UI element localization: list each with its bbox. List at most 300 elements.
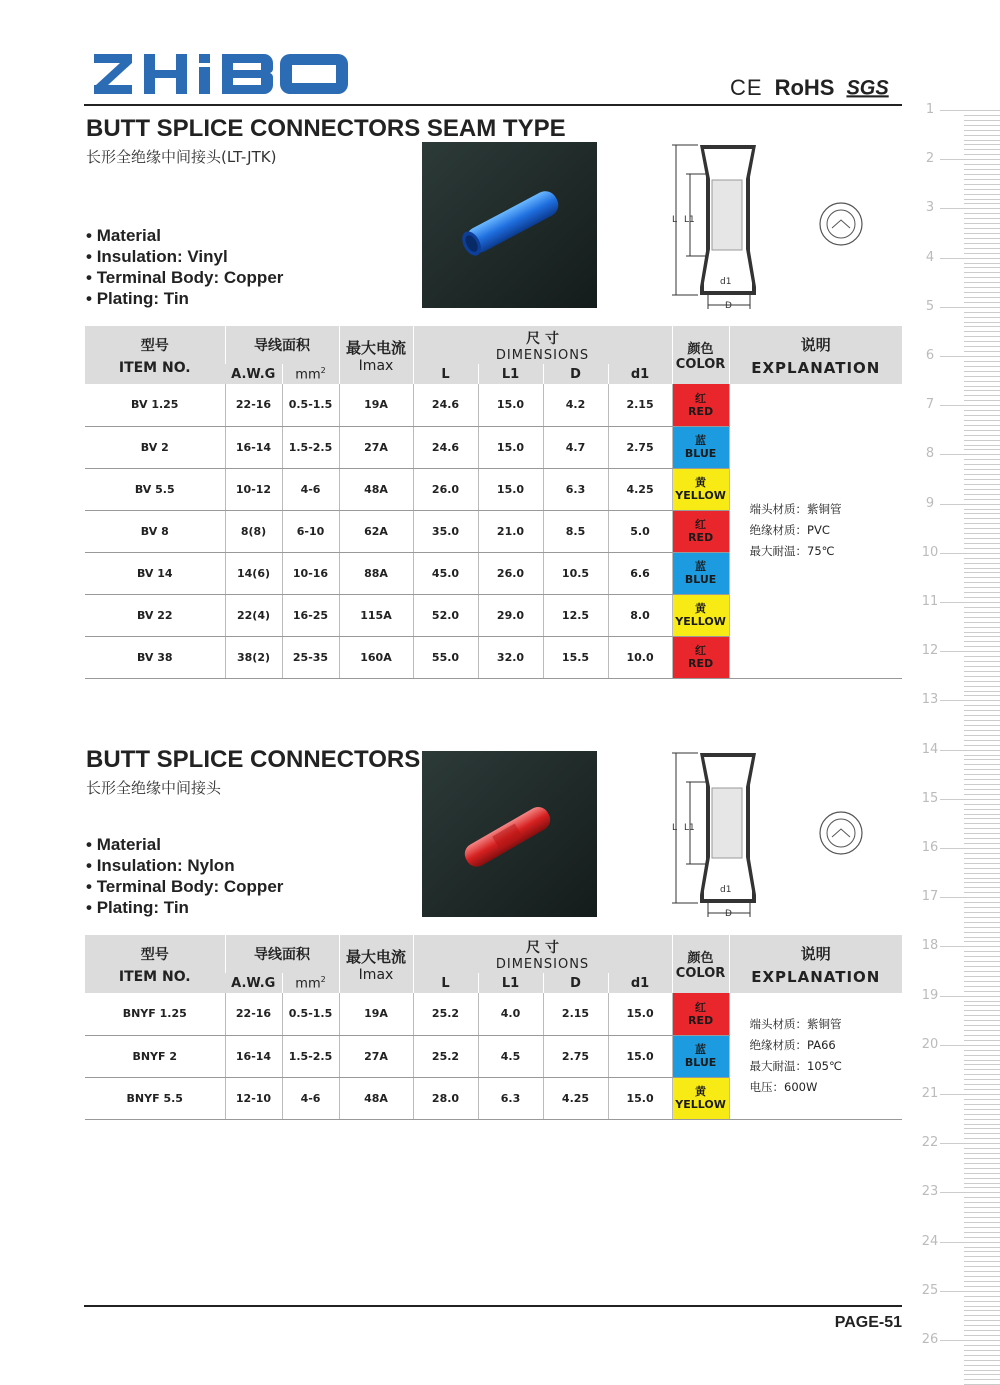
cell-l1: 26.0: [478, 552, 543, 594]
cell-l1: 29.0: [478, 594, 543, 636]
ruler-tick: [964, 1183, 1000, 1184]
cell-d1: 5.0: [608, 510, 672, 552]
ruler-tick: [964, 435, 1000, 436]
ruler-tick: [964, 853, 1000, 854]
ruler-tick: [964, 297, 1000, 298]
ruler-tick: [964, 612, 1000, 613]
cell-mm: 1.5-2.5: [282, 426, 339, 468]
ruler-tick: [964, 1286, 1000, 1287]
ruler-tick: [964, 1128, 1000, 1129]
cell-d1: 2.75: [608, 426, 672, 468]
ruler-tick: [964, 882, 1000, 883]
product-photo-red: [422, 751, 597, 917]
ruler-number: 16: [921, 840, 939, 855]
ce-mark: CE: [730, 75, 763, 100]
col-item-header: 型号 ITEM NO.: [85, 326, 225, 384]
dim-label-d1: d1: [720, 277, 732, 287]
color-swatch: 蓝 BLUE: [672, 426, 729, 468]
ruler-number: 20: [921, 1036, 939, 1052]
color-swatch: 蓝 BLUE: [672, 1035, 729, 1077]
ruler-tick: [964, 272, 1000, 273]
col-dimensions-header: 尺 寸 DIMENSIONS: [413, 326, 672, 364]
ruler-tick: [964, 1365, 1000, 1366]
cell-mm: 25-35: [282, 636, 339, 678]
ruler-number: 4: [925, 249, 935, 265]
ruler-tick: [940, 946, 1000, 947]
ruler-tick: [964, 1335, 1000, 1336]
ruler-tick: [964, 322, 1000, 323]
ruler-tick: [964, 843, 1000, 844]
ruler-tick: [964, 253, 1000, 254]
explanation-cell: [729, 993, 902, 1119]
ruler-tick: [964, 1168, 1000, 1169]
ruler-tick: [964, 1301, 1000, 1302]
ruler-tick: [964, 1084, 1000, 1085]
ruler-tick: [964, 135, 1000, 136]
cell-awg: 22(4): [225, 594, 282, 636]
ruler-tick: [964, 632, 1000, 633]
explanation-line: 绝缘材质：PVC: [749, 523, 830, 538]
ruler-tick: [940, 602, 1000, 603]
cell-item: BV 38: [85, 636, 225, 678]
cell-d1: 6.6: [608, 552, 672, 594]
explanation-line: 最大耐温：105℃: [749, 1058, 842, 1073]
cell-imax: 62A: [339, 510, 413, 552]
ruler-tick: [964, 341, 1000, 342]
ruler-tick: [964, 1202, 1000, 1203]
color-swatch: 蓝 BLUE: [672, 552, 729, 594]
ruler-tick: [964, 833, 1000, 834]
ruler-tick: [964, 410, 1000, 411]
ruler-tick: [940, 750, 1000, 751]
ruler-tick: [964, 120, 1000, 121]
cell-l: 35.0: [413, 510, 478, 552]
ruler-tick: [964, 430, 1000, 431]
ruler-tick: [964, 1089, 1000, 1090]
ruler-tick: [964, 415, 1000, 416]
ruler-number: 10: [921, 544, 939, 560]
ruler-tick: [964, 814, 1000, 815]
cell-l1: 21.0: [478, 510, 543, 552]
ruler-tick: [964, 1379, 1000, 1380]
ruler-tick: [940, 1192, 1000, 1193]
ruler-tick: [964, 774, 1000, 775]
cell-imax: 19A: [339, 384, 413, 426]
ruler-tick: [964, 248, 1000, 249]
ruler-tick: [964, 1247, 1000, 1248]
explanation-cell: [729, 384, 902, 678]
cell-d: 8.5: [543, 510, 608, 552]
ruler-tick: [964, 130, 1000, 131]
ruler-tick: [964, 759, 1000, 760]
cell-mm: 0.5-1.5: [282, 993, 339, 1035]
cell-mm: 4-6: [282, 1077, 339, 1119]
cell-item: BV 1.25: [85, 384, 225, 426]
ruler-tick: [964, 445, 1000, 446]
cell-mm: 0.5-1.5: [282, 384, 339, 426]
ruler-tick: [964, 282, 1000, 283]
ruler-tick: [964, 695, 1000, 696]
cell-imax: 27A: [339, 426, 413, 468]
cell-mm: 4-6: [282, 468, 339, 510]
ruler-tick: [940, 1291, 1000, 1292]
ruler-tick: [964, 361, 1000, 362]
ruler-tick: [964, 878, 1000, 879]
ruler-tick: [964, 149, 1000, 150]
ruler-tick: [964, 922, 1000, 923]
ruler-tick: [964, 499, 1000, 500]
ruler-tick: [964, 548, 1000, 549]
cell-l1: 15.0: [478, 384, 543, 426]
ruler-tick: [940, 405, 1000, 406]
ruler-tick: [964, 1109, 1000, 1110]
cell-imax: 48A: [339, 1077, 413, 1119]
explanation-line: 绝缘材质：PA66: [749, 1037, 836, 1052]
end-view-icon: [818, 201, 864, 247]
section1-title: BUTT SPLICE CONNECTORS SEAM TYPE: [86, 115, 566, 142]
ruler-tick: [964, 238, 1000, 239]
ruler-number: 23: [921, 1184, 939, 1200]
ruler-tick: [964, 420, 1000, 421]
ruler-tick: [964, 1355, 1000, 1356]
dim-label-L1: L1: [684, 215, 695, 225]
ruler-tick: [964, 1296, 1000, 1297]
ruler-tick: [964, 331, 1000, 332]
cell-imax: 27A: [339, 1035, 413, 1077]
ruler-tick: [964, 755, 1000, 756]
ruler-tick: [940, 307, 1000, 308]
col-explanation-header: 说明 EXPLANATION: [729, 935, 902, 993]
ruler-tick: [964, 868, 1000, 869]
ruler-tick: [964, 769, 1000, 770]
ruler-tick: [964, 622, 1000, 623]
cell-mm: 1.5-2.5: [282, 1035, 339, 1077]
ruler-tick: [964, 184, 1000, 185]
cell-awg: 14(6): [225, 552, 282, 594]
section2-subtitle: 长形全绝缘中间接头: [86, 779, 222, 797]
cell-l1: 4.5: [478, 1035, 543, 1077]
dim-label-D: D: [725, 909, 732, 919]
ruler-tick: [964, 671, 1000, 672]
ruler-tick: [964, 572, 1000, 573]
ruler-tick: [964, 1158, 1000, 1159]
ruler-tick: [964, 336, 1000, 337]
bullet-item: • Plating: Tin: [86, 897, 283, 918]
ruler-tick: [940, 1242, 1000, 1243]
table-row: [85, 993, 902, 1035]
ruler-tick: [964, 1271, 1000, 1272]
cell-d: 12.5: [543, 594, 608, 636]
ruler-tick: [940, 454, 1000, 455]
ruler-number: 22: [921, 1135, 939, 1151]
ruler-tick: [964, 533, 1000, 534]
bullet-item: • Material: [86, 225, 283, 246]
ruler-tick: [964, 991, 1000, 992]
ruler-tick: [964, 1306, 1000, 1307]
ruler-tick: [964, 513, 1000, 514]
ruler-number: 5: [925, 298, 935, 314]
ruler-number: 18: [921, 938, 939, 954]
col-L-header: L: [413, 973, 478, 993]
ruler-tick: [964, 243, 1000, 244]
ruler-tick: [964, 1237, 1000, 1238]
col-D-header: D: [543, 364, 608, 384]
cell-d1: 10.0: [608, 636, 672, 678]
ruler-tick: [964, 543, 1000, 544]
ruler-tick: [964, 277, 1000, 278]
ruler-tick: [964, 1010, 1000, 1011]
cell-d1: 15.0: [608, 993, 672, 1035]
ruler-tick: [964, 1133, 1000, 1134]
cell-awg: 10-12: [225, 468, 282, 510]
cell-d: 2.15: [543, 993, 608, 1035]
ruler-tick: [964, 523, 1000, 524]
ruler-tick: [964, 1104, 1000, 1105]
ruler-tick: [964, 892, 1000, 893]
ruler-tick: [964, 1025, 1000, 1026]
ruler-tick: [964, 937, 1000, 938]
ruler-tick: [964, 976, 1000, 977]
cell-l1: 32.0: [478, 636, 543, 678]
ruler-tick: [964, 1069, 1000, 1070]
cell-l: 25.2: [413, 1035, 478, 1077]
cell-imax: 160A: [339, 636, 413, 678]
cell-d1: 8.0: [608, 594, 672, 636]
ruler-number: 12: [921, 643, 939, 659]
cell-item: BV 14: [85, 552, 225, 594]
ruler-tick: [964, 1153, 1000, 1154]
ruler-tick: [964, 597, 1000, 598]
ruler-tick: [964, 636, 1000, 637]
ruler-tick: [964, 730, 1000, 731]
ruler-tick: [964, 464, 1000, 465]
cell-awg: 22-16: [225, 993, 282, 1035]
ruler-tick: [964, 469, 1000, 470]
ruler-number: 7: [925, 397, 935, 413]
cell-awg: 16-14: [225, 1035, 282, 1077]
cell-l: 25.2: [413, 993, 478, 1035]
cell-awg: 16-14: [225, 426, 282, 468]
ruler-tick: [964, 1256, 1000, 1257]
ruler-tick: [964, 873, 1000, 874]
cell-item: BV 8: [85, 510, 225, 552]
ruler-tick: [964, 951, 1000, 952]
cell-imax: 19A: [339, 993, 413, 1035]
ruler-tick: [964, 1030, 1000, 1031]
certification-marks: [730, 74, 905, 102]
section2-dimension-drawing: [668, 748, 758, 920]
ruler-tick: [964, 1148, 1000, 1149]
ruler-number: 8: [925, 446, 935, 462]
color-swatch: 红 RED: [672, 384, 729, 426]
ruler-tick: [964, 287, 1000, 288]
ruler-tick: [964, 1050, 1000, 1051]
dim-label-L: L: [672, 823, 678, 833]
ruler-number: 11: [921, 594, 939, 609]
ruler-tick: [964, 917, 1000, 918]
cell-item: BV 22: [85, 594, 225, 636]
cell-mm: 10-16: [282, 552, 339, 594]
col-awg-header: A.W.G: [225, 364, 282, 384]
ruler-number: 21: [921, 1086, 939, 1101]
ruler-tick: [964, 1217, 1000, 1218]
cell-l: 52.0: [413, 594, 478, 636]
ruler-tick: [964, 346, 1000, 347]
ruler-tick: [964, 966, 1000, 967]
ruler-tick: [964, 400, 1000, 401]
spec-table-seam-type: [85, 326, 902, 679]
ruler-tick: [964, 1114, 1000, 1115]
ruler-number: 1: [925, 102, 935, 117]
ruler-tick: [940, 651, 1000, 652]
ruler-tick: [964, 686, 1000, 687]
ruler-number: 17: [921, 889, 939, 905]
cell-item: BV 2: [85, 426, 225, 468]
ruler-tick: [964, 794, 1000, 795]
ruler-tick: [964, 784, 1000, 785]
col-awg-header: A.W.G: [225, 973, 282, 993]
ruler-tick: [964, 1178, 1000, 1179]
cell-l1: 4.0: [478, 993, 543, 1035]
ruler-tick: [964, 1251, 1000, 1252]
ruler-tick: [964, 312, 1000, 313]
ruler-tick: [964, 779, 1000, 780]
ruler-tick: [964, 656, 1000, 657]
ruler-tick: [964, 144, 1000, 145]
page-number: PAGE-51: [834, 1314, 902, 1331]
ruler-tick: [964, 351, 1000, 352]
ruler-tick: [964, 174, 1000, 175]
section1-bullets: [86, 225, 283, 309]
ruler-number: 15: [921, 790, 939, 806]
col-mm2-header: $mm^2$: [282, 973, 339, 993]
ruler-tick: [964, 941, 1000, 942]
ruler-tick: [940, 110, 1000, 111]
ruler-number: 9: [925, 495, 935, 511]
ruler-tick: [964, 1330, 1000, 1331]
ruler-tick: [964, 1163, 1000, 1164]
ruler-tick: [964, 390, 1000, 391]
cell-d: 4.2: [543, 384, 608, 426]
ruler-tick: [940, 208, 1000, 209]
cell-awg: 38(2): [225, 636, 282, 678]
ruler-tick: [964, 809, 1000, 810]
table-row: [85, 384, 902, 426]
ruler-tick: [964, 558, 1000, 559]
ruler-tick: [940, 700, 1000, 701]
ruler-tick: [964, 1173, 1000, 1174]
ruler-tick: [964, 971, 1000, 972]
ruler-number: 19: [921, 987, 939, 1003]
col-imax-header: 最大电流 Imax: [339, 326, 413, 384]
col-color-header: 颜色 COLOR: [672, 326, 729, 384]
ruler-tick: [964, 440, 1000, 441]
zhibo-logo: [94, 52, 350, 96]
ruler-tick: [964, 617, 1000, 618]
ruler-tick: [964, 720, 1000, 721]
ruler-tick: [964, 1281, 1000, 1282]
ruler-tick: [964, 902, 1000, 903]
bullet-item: • Insulation: Nylon: [86, 855, 283, 876]
ruler-tick: [964, 592, 1000, 593]
ruler-tick: [964, 932, 1000, 933]
ruler-tick: [964, 666, 1000, 667]
ruler-number: 14: [921, 741, 939, 757]
ruler-number: 24: [921, 1233, 939, 1249]
ruler-tick: [964, 538, 1000, 539]
cell-awg: 22-16: [225, 384, 282, 426]
ruler-tick: [964, 1261, 1000, 1262]
ruler-tick: [964, 1035, 1000, 1036]
section2-title: BUTT SPLICE CONNECTORS: [86, 746, 421, 773]
col-L1-header: L1: [478, 364, 543, 384]
ruler-tick: [964, 179, 1000, 180]
ruler-tick: [964, 1138, 1000, 1139]
cell-mm: 6-10: [282, 510, 339, 552]
cell-l: 24.6: [413, 384, 478, 426]
ruler-tick: [940, 258, 1000, 259]
ruler-tick: [964, 646, 1000, 647]
ruler-tick: [964, 169, 1000, 170]
ruler-tick: [964, 1325, 1000, 1326]
cell-d: 10.5: [543, 552, 608, 594]
col-D-header: D: [543, 973, 608, 993]
ruler-tick: [940, 1143, 1000, 1144]
cell-imax: 88A: [339, 552, 413, 594]
ruler-tick: [964, 927, 1000, 928]
ruler-tick: [964, 577, 1000, 578]
ruler-tick: [964, 1020, 1000, 1021]
ruler-tick: [964, 661, 1000, 662]
ruler-tick: [964, 213, 1000, 214]
ruler-tick: [964, 789, 1000, 790]
cell-l: 55.0: [413, 636, 478, 678]
ruler-tick: [964, 326, 1000, 327]
ruler-tick: [964, 395, 1000, 396]
color-swatch: 红 RED: [672, 636, 729, 678]
col-item-header: 型号 ITEM NO.: [85, 935, 225, 993]
ruler-tick: [964, 986, 1000, 987]
ruler-tick: [964, 725, 1000, 726]
cell-l: 26.0: [413, 468, 478, 510]
cell-d1: 15.0: [608, 1077, 672, 1119]
cell-awg: 12-10: [225, 1077, 282, 1119]
ruler-tick: [964, 1187, 1000, 1188]
ruler-tick: [940, 1340, 1000, 1341]
ruler-tick: [964, 115, 1000, 116]
section1-subtitle: 长形全绝缘中间接头(LT-JTK): [86, 148, 277, 166]
ruler-tick: [964, 233, 1000, 234]
explanation-line: 端头材质：紫铜管: [749, 1016, 842, 1031]
ruler-tick: [964, 887, 1000, 888]
product-photo-blue: [422, 142, 597, 308]
ruler-tick: [964, 1197, 1000, 1198]
ruler-tick: [964, 263, 1000, 264]
ruler-tick: [964, 907, 1000, 908]
col-wire-header: 导线面积: [225, 935, 339, 973]
ruler-tick: [964, 568, 1000, 569]
ruler-tick: [964, 1350, 1000, 1351]
ruler-tick: [964, 425, 1000, 426]
cell-l: 24.6: [413, 426, 478, 468]
ruler-tick: [964, 489, 1000, 490]
ruler-tick: [964, 735, 1000, 736]
ruler-tick: [964, 745, 1000, 746]
ruler-tick: [964, 1310, 1000, 1311]
ruler-tick: [964, 863, 1000, 864]
ruler-tick: [940, 1045, 1000, 1046]
ruler-tick: [964, 317, 1000, 318]
